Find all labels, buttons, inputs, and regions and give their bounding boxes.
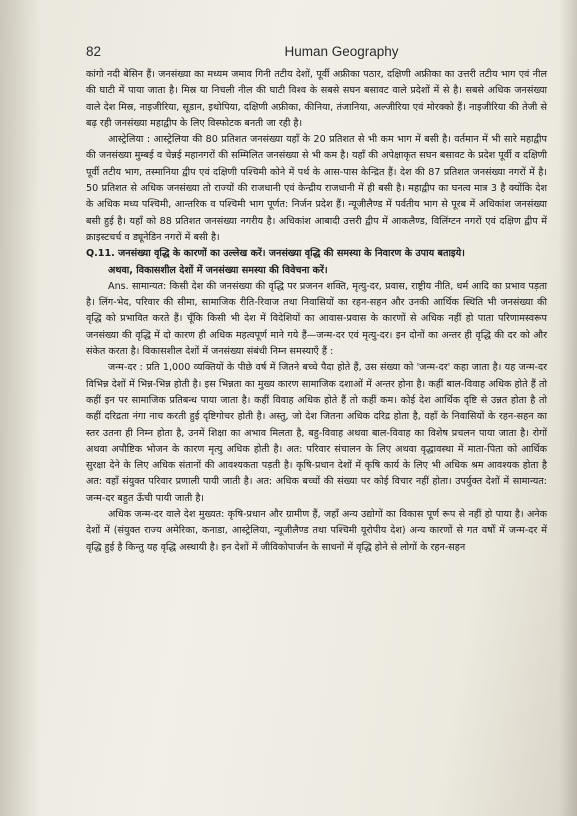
- page-header: [86, 44, 547, 59]
- page-body: [86, 67, 547, 556]
- running-head: Human Geography: [284, 44, 399, 59]
- page-edge-shadow: [559, 0, 577, 816]
- page-number: 82: [86, 44, 102, 59]
- page-gutter-shadow: [0, 0, 40, 816]
- paragraph-africa: कांगो नदी बेसिन हैं। जनसंख्या का मध्यम जमाव गिनी तटीय देशों, पूर्वी अफ्रीका पठार, दक्षिणी अफ्रीका का उत्तरी तटीय भाग एवं नील की घाटी में पाया जाता है। मिस्र या निचली नील की घाटी विश्व के सबसे सघन बसावट वाले प्रदेशों में से है। सबसे अधिक जनसंख्या वाले देश मिस्र, नाइजीरिया, सूडान, इथोपिया, दक्षिणी अफ्रीका, कीनिया, तंजानिया, अल्जीरिया एवं मोरक्को हैं। नाइजीरिया की तेजी से बढ़ रही जनसंख्या महाद्वीप के लिए विस्फोटक बनती जा रही है।: [86, 69, 547, 129]
- paragraph-australia: आस्ट्रेलिया : आस्ट्रेलिया की 80 प्रतिशत जनसंख्या यहाँ के 20 प्रतिशत से भी कम भाग में बसी है। वर्तमान में भी सारे महाद्वीप की जनसंख्या मुम्बई व चेन्नई महानगरों की सम्मिलित जनसंख्या से भी कम है। यहाँ की अपेक्षाकृत सघन बसावट के प्रदेश पूर्वी व दक्षिणी पूर्वी तटीय भाग, तस्मानिया द्वीप एवं दक्षिणी पश्चिमी कोने में पर्थ के आस-पास केन्द्रित हैं। देश की 87 प्रतिशत जनसंख्या नगरों में है। 50 प्रतिशत से अधिक जनसंख्या तो राज्यों की राजधानी एवं केन्द्रीय राजधानी में ही बसी है। महाद्वीप का घनत्व मात्र 3 है क्योंकि देश के अधिक मध्य पश्चिमी, आन्तरिक व पश्चिमी भाग पूर्णत: निर्जन प्रदेश हैं। न्यूजीलैण्ड में पर्वतीय भाग से पूरब में अधिकांश जनसंख्या बसी हुई है। यहाँ को 88 प्रतिशत जनसंख्या नगरीय है। अधिकांश आबादी उत्तरी द्वीप में आकलैण्ड, विलिंग्टन नगरों एवं दक्षिण द्वीप में क्राइस्टचर्च व ड्यूनेडिन नगरों में बसी है।: [86, 134, 547, 243]
- answer-paragraph: Ans. सामान्यत: किसी देश की जनसंख्या की वृद्धि पर प्रजनन शक्ति, मृत्यु-दर, प्रवास, राष्ट्रीय नीति, धर्म आदि का प्रभाव पड़ता है। लिंग-भेद, परिवार की सीमा, सामाजिक रीति-रिवाज तथा निवासियों का रहन-सहन और उनकी आर्थिक स्थिति भी जनसंख्या की वृद्धि को प्रभावित करते हैं। चूँकि किसी भी देश में विदेशियों का आवास-प्रवास के कारणों से अधिक नहीं हो पाता परिणामस्वरूप जनसंख्या की वृद्धि में दो कारण ही अधिक महत्वपूर्ण माने गये हैं—जन्म-दर एवं मृत्यु-दर। इन दोनों का अन्तर ही वृद्धि की दर को और संकेत करता है। विकासशील देशों में जनसंख्या संबंधी निम्न समस्याएँ हैं :: [86, 280, 547, 358]
- question-heading: Q.11. जनसंख्या वृद्धि के कारणों का उल्लेख करें। जनसंख्या वृद्धि की समस्या के निवारण के उपाय बताइये।: [86, 248, 465, 260]
- birth-rate-paragraph: जन्म-दर : प्रति 1,000 व्यक्तियों के पीछे वर्ष में जितने बच्चे पैदा होते हैं, उस संख्या को 'जन्म-दर' कहा जाता है। यह जन्म-दर विभिन्न देशों में भिन्न-भिन्न होती है। इस भिन्नता का मुख्य कारण सामाजिक दशाओं में अन्तर होना है। कहीं बाल-विवाह अधिक होते हैं तो कहीं इन पर सामाजिक प्रतिबन्ध पाया जाता है। कहीं विवाह अधिक होते हैं तो कहीं कम। कोई देश आर्थिक दृष्टि से उन्नत होता है तो कहीं दरिद्रता नंगा नाच करती हुई दृष्टिगोचर होती है। अस्तु, जो देश जितना अधिक दरिद्र होता है, वहाँ के निवासियों के रहन-सहन का स्तर उतना ही निम्न होता है, उनमें शिक्षा का अभाव मिलता है, बहु-विवाह अथवा बाल-विवाह का विशेष प्रचलन पाया जाता है। रोगों अथवा अपौष्टिक भोजन के कारण मृत्यु अधिक होती है। अत: परिवार संचालन के लिए अथवा वृद्धावस्था में माता-पिता को आर्थिक सुरक्षा देने के लिए अधिक संतानों की आवश्यकता पड़ती है। कृषि-प्रधान देशों में कृषि कार्य के लिए भी अधिक श्रम आवश्यक होता है अत: वहाँ संयुक्त परिवार प्रणाली पायी जाती है। अत: अधिक बच्चों की संख्या पर कोई विचार नहीं होता। उपर्युक्त देशों में सामान्यत: जन्म-दर बहुत ऊँची पायी जाती है।: [86, 362, 547, 504]
- high-birth-rate-paragraph: अधिक जन्म-दर वाले देश मुख्यत: कृषि-प्रधान और ग्रामीण हैं, जहाँ अन्य उद्योगों का विकास पूर्ण रूप से नहीं हो पाया है। अनेक देशों में (संयुक्त राज्य अमेरिका, कनाडा, आस्ट्रेलिया, न्यूजीलैण्ड तथा पश्चिमी यूरोपीय देश) अन्य कारणों से गत वर्षों में जन्म-दर में वृद्धि हुई है किन्तु यह वृद्धि अस्थायी है। इन देशों में जीविकोपार्जन के साधनों में वृद्धि होने से लोगों के रहन-सहन: [86, 509, 547, 553]
- question-alternate: अथवा, विकासशील देशों में जनसंख्या समस्या की विवेचना करें।: [108, 264, 328, 276]
